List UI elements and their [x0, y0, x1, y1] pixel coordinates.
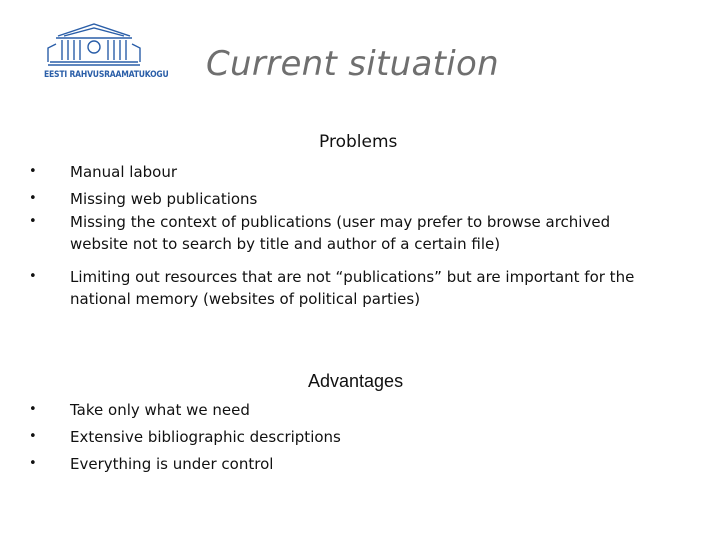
list-item-text: Missing web publications: [70, 190, 258, 208]
logo-wordmark: EESTI RAHVUSRAAMATUKOGU: [44, 70, 169, 80]
list-item-text: Take only what we need: [70, 401, 250, 419]
list-item-text: Limiting out resources that are not “publications” but are important for the national memory (websites of political parties): [70, 268, 635, 308]
bullet-icon: •: [29, 214, 37, 229]
list-item: [0, 426, 720, 448]
bullet-icon: •: [29, 402, 37, 417]
bullet-icon: •: [29, 456, 37, 471]
bullet-icon: •: [29, 429, 37, 444]
problems-heading: Problems: [319, 132, 398, 152]
list-item: [0, 161, 720, 183]
bullet-icon: •: [29, 269, 37, 284]
library-building-icon: [44, 22, 144, 68]
list-item: [0, 188, 720, 210]
list-item-text: Missing the context of publications (user may prefer to browse archived website not to search by title and author of a certain file): [70, 213, 611, 253]
advantages-heading: Advantages: [308, 371, 404, 391]
list-item-text: Extensive bibliographic descriptions: [70, 428, 341, 446]
list-item: [0, 266, 720, 310]
list-item: [0, 453, 720, 475]
advantages-list: [0, 399, 720, 480]
bullet-icon: •: [29, 164, 37, 179]
list-item: [0, 211, 720, 255]
bullet-icon: •: [29, 191, 37, 206]
list-item-text: Everything is under control: [70, 455, 274, 473]
list-item-text: Manual labour: [70, 163, 178, 181]
list-item: [0, 399, 720, 421]
page-title: Current situation: [206, 44, 499, 84]
problems-list: [0, 161, 720, 310]
library-logo: [44, 22, 169, 82]
